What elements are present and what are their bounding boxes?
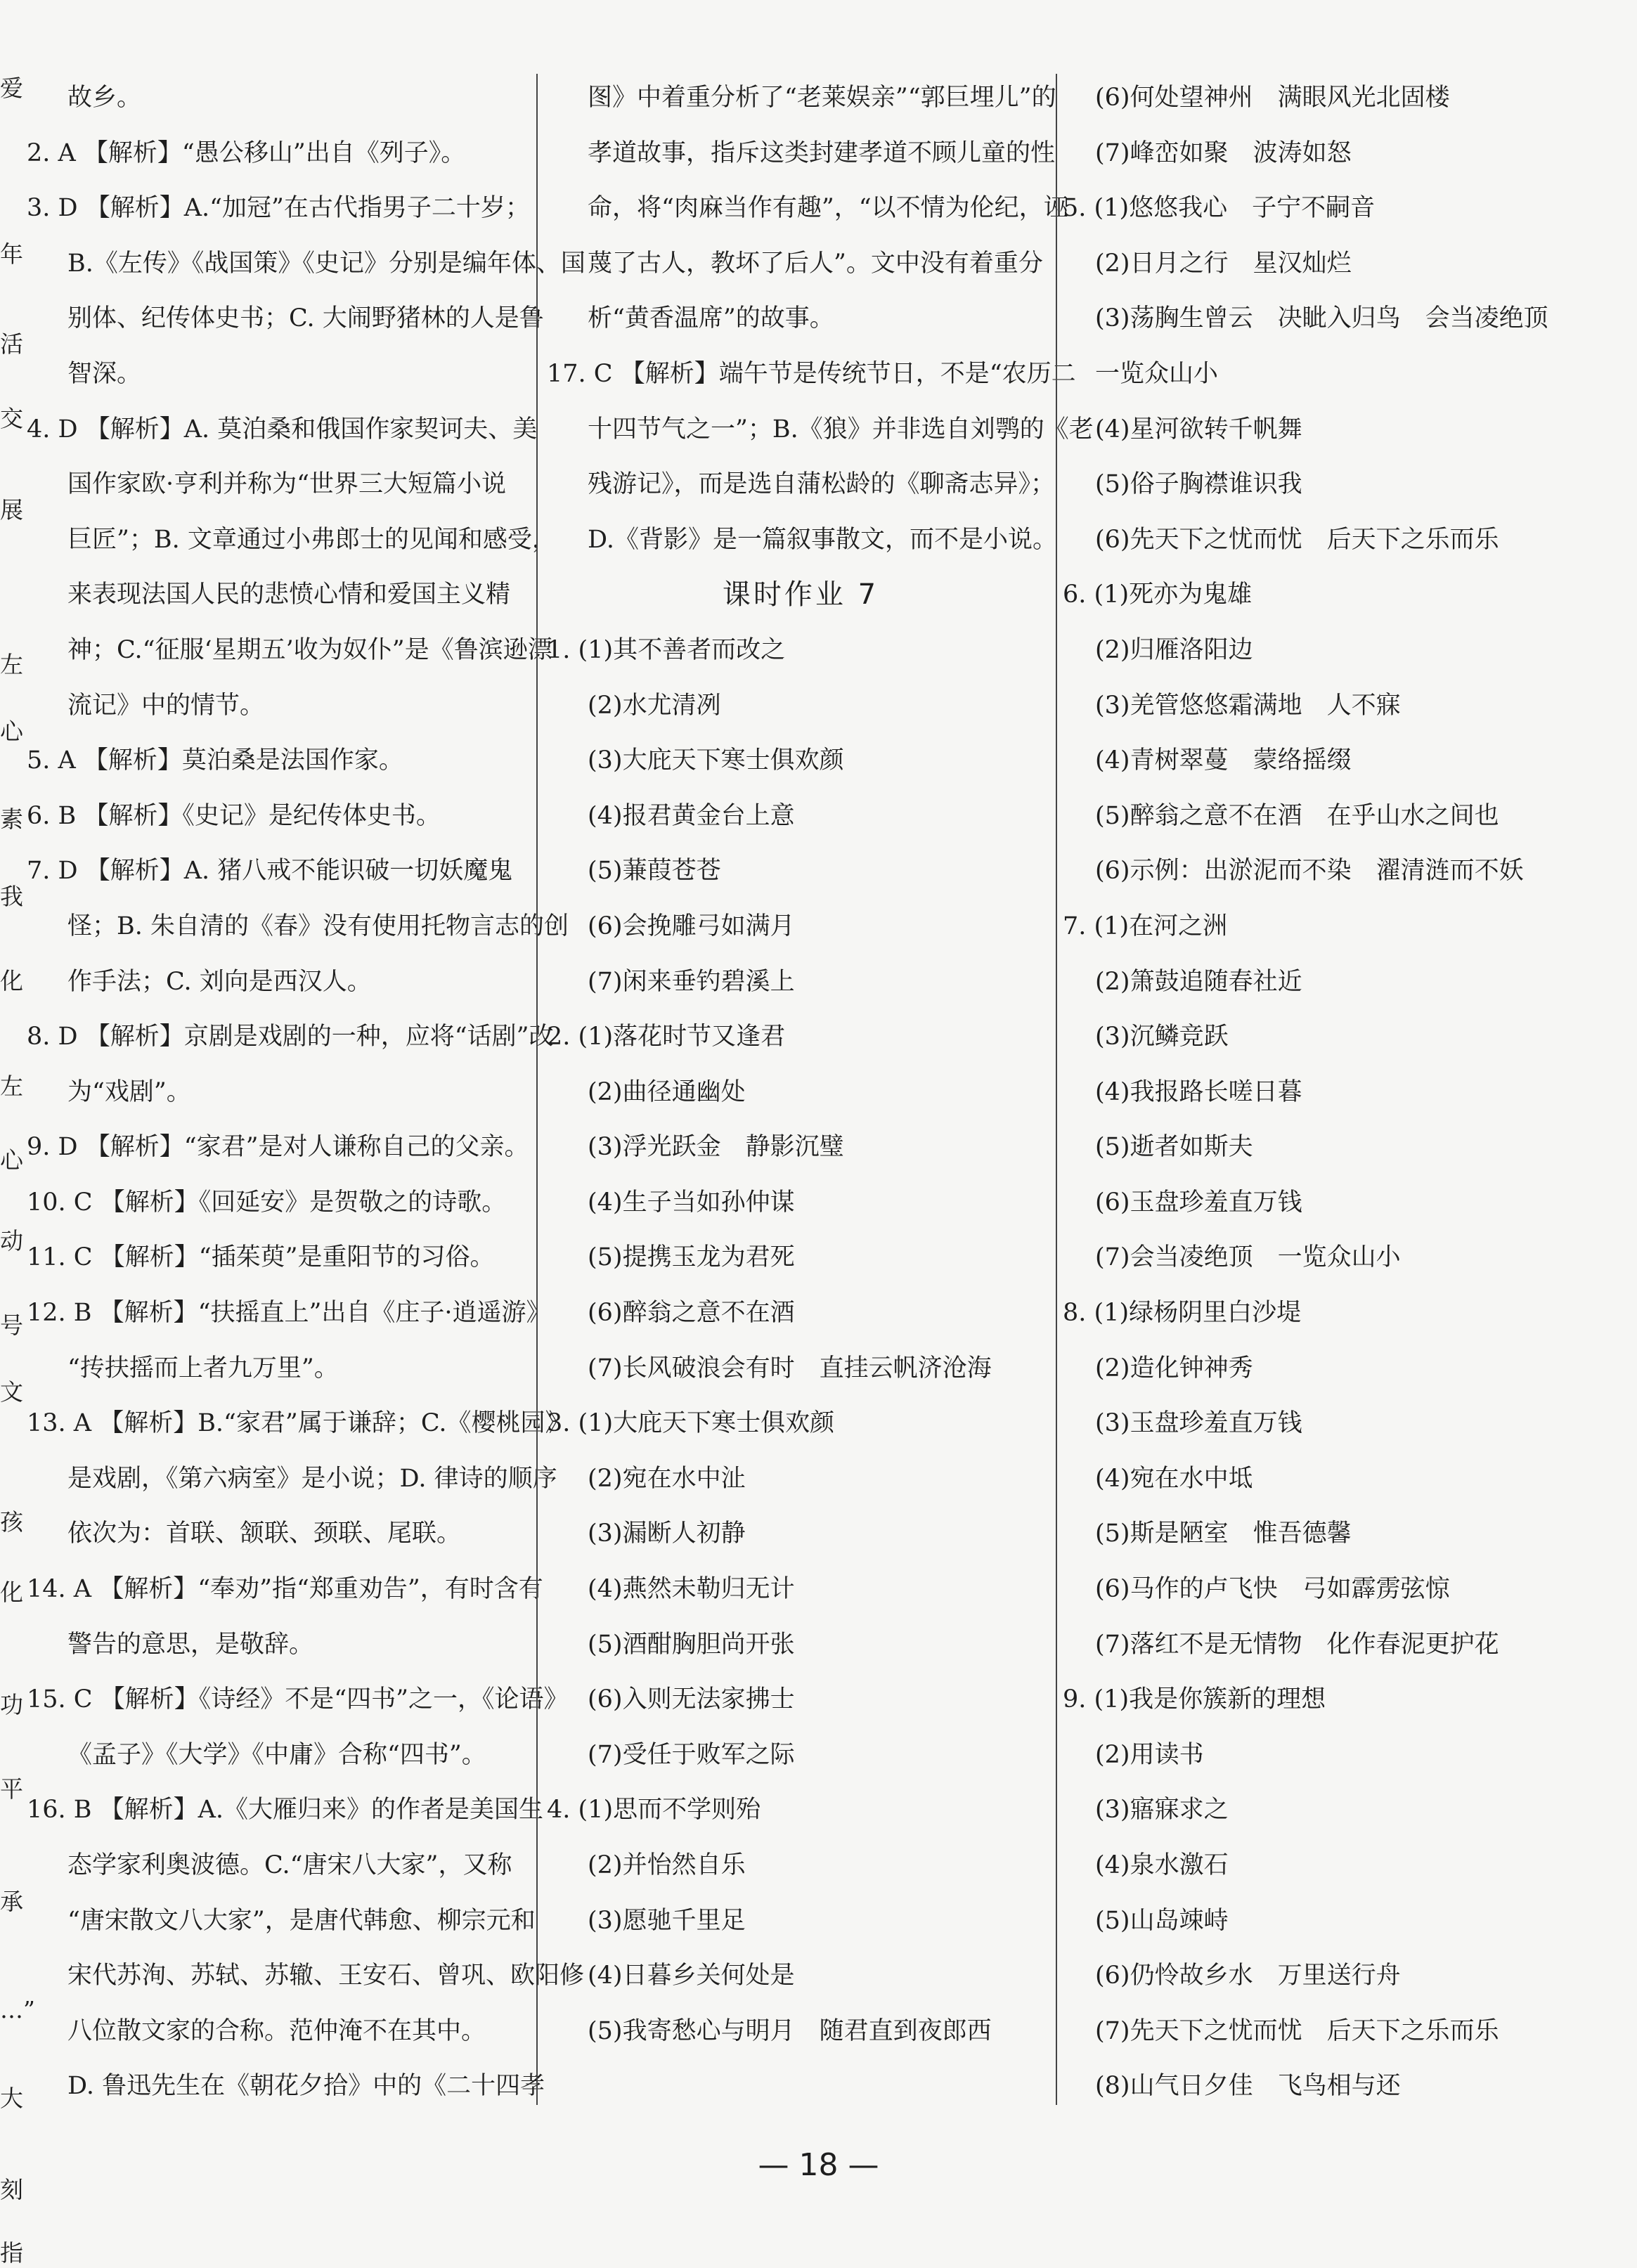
answer-line: (3)羌管悠悠霜满地 人不寐 (1095, 691, 1401, 720)
answer-line: (4)日暮乡关何处是 (588, 1962, 795, 1990)
answer-line: 10. C 【解析】《回延安》是贺敬之的诗歌。 (27, 1188, 507, 1217)
answer-line: (5)山岛竦峙 (1095, 1906, 1229, 1935)
edge-fragment: 号 (0, 1311, 23, 1339)
answer-line: (2)日月之行 星汉灿烂 (1095, 249, 1352, 278)
edge-fragment: 活 (0, 330, 23, 358)
answer-line: 14. A 【解析】“奉劝”指“郑重劝告”，有时含有 (27, 1575, 543, 1604)
answer-line: (3)寤寐求之 (1095, 1796, 1229, 1825)
answer-line: (5)我寄愁心与明月 随君直到夜郎西 (588, 2016, 992, 2045)
answer-line: 怪；B. 朱自清的《春》没有使用托物言志的创 (67, 912, 569, 940)
answer-line: (2)箫鼓追随春社近 (1095, 967, 1302, 996)
answer-line: (5)醉翁之意不在酒 在乎山水之间也 (1095, 801, 1499, 830)
answer-line: 11. C 【解析】“插茱萸”是重阳节的习俗。 (27, 1243, 495, 1272)
answer-line: (7)长风破浪会有时 直挂云帆济沧海 (588, 1354, 992, 1382)
answer-column-2 (547, 70, 1094, 2059)
answer-line: 13. A 【解析】B.“家君”属于谦辞；C.《樱桃园》 (27, 1409, 570, 1438)
answer-line: (5)俗子胸襟谁识我 (1095, 470, 1302, 499)
answer-line: 3. (1)大庇天下寒士俱欢颜 (547, 1409, 835, 1438)
answer-line: 3. D 【解析】A.“加冠”在古代指男子二十岁； (27, 194, 530, 223)
answer-line: 16. B 【解析】A.《大雁归来》的作者是美国生 (27, 1796, 544, 1825)
edge-fragment: 文 (0, 1378, 23, 1406)
answer-line: (4)我报路长嗟日暮 (1095, 1077, 1302, 1106)
answer-line: 十四节气之一”；B.《狼》并非选自刘鹗的《老 (588, 415, 1094, 443)
answer-line: (4)生子当如孙仲谋 (588, 1188, 795, 1217)
edge-fragment: 平 (0, 1775, 23, 1803)
answer-line: 6. B 【解析】《史记》是纪传体史书。 (27, 801, 441, 830)
edge-fragment: 左 (0, 1073, 23, 1100)
answer-line: (3)愿驰千里足 (588, 1906, 746, 1935)
answer-line: 9. D 【解析】“家君”是对人谦称自己的父亲。 (27, 1133, 529, 1162)
answer-line: (6)马作的卢飞快 弓如霹雳弦惊 (1095, 1575, 1450, 1604)
answer-line: 9. (1)我是你簇新的理想 (1063, 1685, 1326, 1714)
edge-fragment: 我 (0, 883, 23, 910)
answer-line: 国作家欧·亨利并称为“世界三大短篇小说 (67, 470, 507, 499)
answer-line: 7. (1)在河之洲 (1063, 912, 1228, 940)
answer-line: (2)用读书 (1095, 1740, 1204, 1769)
answer-line: (7)先天下之忧而忧 后天下之乐而乐 (1095, 2016, 1499, 2045)
edge-fragment: 功 (0, 1691, 23, 1718)
section-heading: 课时作业 7 (722, 578, 879, 611)
answer-line: 八位散文家的合称。范仲淹不在其中。 (67, 2016, 486, 2045)
answer-line: (3)漏断人初静 (588, 1519, 746, 1548)
answer-line: (7)受任于败军之际 (588, 1740, 795, 1769)
answer-line: 依次为：首联、颔联、颈联、尾联。 (67, 1519, 462, 1548)
answer-line: (2)水尤清冽 (588, 691, 721, 720)
answer-line: D. 鲁迅先生在《朝花夕拾》中的《二十四孝 (67, 2072, 545, 2101)
answer-line: (2)造化钟神秀 (1095, 1354, 1253, 1382)
edge-fragment: 孩 (0, 1508, 23, 1536)
answer-line: “唐宋散文八大家”，是唐代韩愈、柳宗元和 (67, 1906, 536, 1935)
answer-line: (8)山气日夕佳 飞鸟相与还 (1095, 2072, 1401, 2101)
answer-line: (2)宛在水中沚 (588, 1464, 746, 1493)
answer-line: 为“戏剧”。 (67, 1077, 191, 1106)
answer-line: 蔑了古人，教坏了后人”。文中没有着重分 (588, 249, 1043, 278)
answer-line: 4. D 【解析】A. 莫泊桑和俄国作家契诃夫、美 (27, 415, 538, 443)
answer-line: 7. D 【解析】A. 猪八戒不能识破一切妖魔鬼 (27, 857, 513, 886)
edge-fragment: 指 (0, 2239, 23, 2267)
answer-line: (2)曲径通幽处 (588, 1077, 746, 1106)
answer-line: (7)闲来垂钓碧溪上 (588, 967, 795, 996)
answer-line: (2)归雁洛阳边 (1095, 635, 1253, 664)
answer-line: (4)青树翠蔓 蒙络摇缀 (1095, 746, 1352, 775)
answer-line: 《孟子》《大学》《中庸》合称“四书”。 (67, 1740, 486, 1769)
answer-line: (5)提携玉龙为君死 (588, 1243, 795, 1272)
answer-line: 智深。 (67, 359, 142, 388)
answer-line: B.《左传》《战国策》《史记》分别是编年体、国 (67, 249, 585, 278)
answer-line: (5)酒酣胸胆尚开张 (588, 1630, 795, 1659)
answer-line: (4)星河欲转千帆舞 (1095, 415, 1302, 443)
edge-fragment: 展 (0, 496, 23, 524)
edge-fragment: 刻 (0, 2176, 23, 2203)
answer-line: 5. A 【解析】莫泊桑是法国作家。 (27, 746, 403, 775)
edge-fragment: 化 (0, 1579, 23, 1606)
answer-line: (3)浮光跃金 静影沉璧 (588, 1133, 844, 1162)
answer-line: (4)燕然未勒归无计 (588, 1575, 795, 1604)
edge-fragment: 心 (0, 718, 23, 745)
answer-line: 4. (1)思而不学则殆 (547, 1796, 761, 1825)
edge-fragment: 爱 (0, 74, 23, 102)
answer-line: 态学家利奥波德。C.“唐宋八大家”，又称 (67, 1851, 512, 1879)
answer-line: (6)会挽雕弓如满月 (588, 912, 795, 940)
answer-line: “抟扶摇而上者九万里”。 (67, 1354, 339, 1382)
answer-line: 15. C 【解析】《诗经》不是“四书”之一，《论语》 (27, 1685, 569, 1714)
edge-fragment: 化 (0, 967, 23, 994)
answer-line: 孝道故事，指斥这类封建孝道不顾儿童的性 (588, 138, 1056, 167)
edge-fragment: 承 (0, 1888, 23, 1915)
answer-line: (2)并怡然自乐 (588, 1851, 746, 1879)
answer-line: 图》中着重分析了“老莱娱亲”“郭巨埋儿”的 (588, 84, 1056, 112)
answer-line: 6. (1)死亦为鬼雄 (1063, 581, 1253, 609)
answer-line: 作手法；C. 刘向是西汉人。 (67, 967, 372, 996)
answer-line: 别体、纪传体史书；C. 大闹野猪林的人是鲁 (67, 304, 544, 333)
answer-line: 8. D 【解析】京剧是戏剧的一种，应将“话剧”改 (27, 1023, 554, 1051)
answer-line: (5)逝者如斯夫 (1095, 1133, 1253, 1162)
answer-line: (4)宛在水中坻 (1095, 1464, 1253, 1493)
answer-line: 故乡。 (67, 84, 142, 112)
answer-line: 神；C.“征服‘星期五’收为奴仆”是《鲁滨逊漂 (67, 635, 552, 664)
answer-line: (7)峰峦如聚 波涛如怒 (1095, 138, 1352, 167)
edge-fragment: 交 (0, 405, 23, 432)
answer-line: 12. B 【解析】“扶摇直上”出自《庄子·逍遥游》 (27, 1299, 551, 1328)
answer-line: (6)入则无法家拂士 (588, 1685, 795, 1714)
column-divider (1056, 74, 1057, 2105)
answer-line: 警告的意思，是敬辞。 (67, 1630, 314, 1659)
answer-line: 宋代苏洵、苏轼、苏辙、王安石、曾巩、欧阳修 (67, 1962, 585, 1990)
answer-line: (4)泉水激石 (1095, 1851, 1229, 1879)
answer-line: 2. (1)落花时节又逢君 (547, 1023, 786, 1051)
answer-line: (4)报君黄金台上意 (588, 801, 795, 830)
answer-line: (6)玉盘珍羞直万钱 (1095, 1188, 1302, 1217)
edge-fragment: 年 (0, 240, 23, 268)
answer-line: 命，将“肉麻当作有趣”，“以不情为伦纪，诬 (588, 194, 1068, 223)
edge-fragment: 动 (0, 1227, 23, 1255)
page-number: — 18 — (758, 2147, 879, 2183)
answer-line: 17. C 【解析】端午节是传统节日，不是“农历二 (547, 359, 1076, 388)
answer-line: (6)何处望神州 满眼风光北固楼 (1095, 84, 1450, 112)
answer-line: 2. A 【解析】“愚公移山”出自《列子》。 (27, 138, 466, 167)
answer-line: (6)示例：出淤泥而不染 濯清涟而不妖 (1095, 857, 1524, 886)
edge-fragment: 左 (0, 651, 23, 678)
answer-line: 1. (1)其不善者而改之 (547, 635, 786, 664)
answer-line: (6)醉翁之意不在酒 (588, 1299, 795, 1328)
answer-line: 5. (1)悠悠我心 子宁不嗣音 (1063, 194, 1376, 223)
answer-line: 来表现法国人民的悲愤心情和爱国主义精 (67, 581, 511, 609)
answer-line: (7)落红不是无情物 化作春泥更护花 (1095, 1630, 1499, 1659)
answer-line: (3)沉鳞竞跃 (1095, 1023, 1229, 1051)
answer-line: (7)会当凌绝顶 一览众山小 (1095, 1243, 1401, 1272)
edge-fragment: 心 (0, 1146, 23, 1174)
answer-line: 巨匠”；B. 文章通过小弗郎士的见闻和感受， (67, 525, 557, 554)
answer-line: 析“黄香温席”的故事。 (588, 304, 834, 333)
edge-fragment: 大 (0, 2085, 23, 2112)
answer-line: (5)蒹葭苍苍 (588, 857, 721, 886)
answer-line: 8. (1)绿杨阴里白沙堤 (1063, 1299, 1302, 1328)
answer-line: 残游记》，而是选自蒲松龄的《聊斋志异》； (588, 470, 1056, 499)
edge-fragment: 素 (0, 805, 23, 833)
column-divider (536, 74, 538, 2105)
answer-line: 一览众山小 (1095, 359, 1219, 388)
edge-fragment: …” (0, 1996, 35, 2023)
answer-line: (5)斯是陋室 惟吾德馨 (1095, 1519, 1352, 1548)
answer-line: 是戏剧，《第六病室》是小说；D. 律诗的顺序 (67, 1464, 557, 1493)
answer-line: 流记》中的情节。 (67, 691, 265, 720)
answer-line: (3)玉盘珍羞直万钱 (1095, 1409, 1302, 1438)
answer-line: (6)仍怜故乡水 万里送行舟 (1095, 1962, 1401, 1990)
answer-line: (6)先天下之忧而忧 后天下之乐而乐 (1095, 525, 1499, 554)
answer-line: D.《背影》是一篇叙事散文，而不是小说。 (588, 525, 1057, 554)
answer-line: (3)大庇天下寒士俱欢颜 (588, 746, 844, 775)
answer-line: (3)荡胸生曾云 决眦入归鸟 会当凌绝顶 (1095, 304, 1548, 333)
answer-column-3 (1063, 70, 1597, 2114)
answer-column-1 (27, 70, 585, 2114)
